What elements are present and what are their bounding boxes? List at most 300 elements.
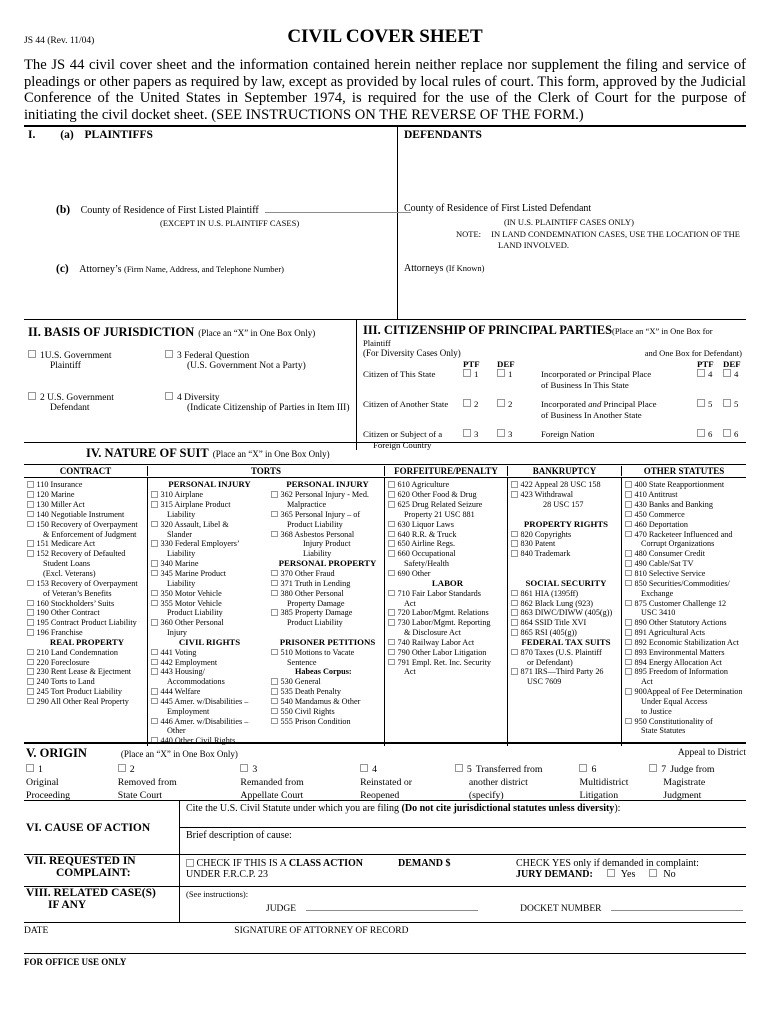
suit-checkbox[interactable] bbox=[271, 688, 278, 695]
suit-checkbox[interactable] bbox=[625, 570, 632, 577]
checkbox-citizen-another-state-def[interactable] bbox=[497, 399, 505, 407]
in-us-note: (IN U.S. PLAINTIFF CASES ONLY) bbox=[504, 217, 634, 228]
suit-item-label: 410 Antitrust bbox=[634, 490, 678, 500]
suit-item-label: 625 Drug Related Seizure bbox=[397, 500, 483, 510]
suit-item-label: 110 Insurance bbox=[36, 480, 83, 490]
suit-checkbox[interactable] bbox=[511, 481, 518, 488]
suit-checkbox[interactable] bbox=[511, 619, 518, 626]
suit-checkbox[interactable] bbox=[625, 521, 632, 528]
suit-checkbox[interactable] bbox=[271, 708, 278, 715]
origin-option-label: Remanded from bbox=[240, 777, 304, 789]
checkbox-origin-5[interactable] bbox=[455, 764, 463, 772]
suit-item bbox=[511, 658, 621, 668]
suit-checkbox[interactable] bbox=[271, 570, 278, 577]
suit-item-label: 862 Black Lung (923) bbox=[520, 598, 594, 608]
option-number: 3 bbox=[177, 351, 182, 362]
citizenship-hint-2: and One Box for Defendant) bbox=[644, 348, 742, 359]
checkbox-jury-yes[interactable] bbox=[607, 869, 615, 877]
citizenship-subtitle: (For Diversity Cases Only) bbox=[363, 348, 461, 359]
suit-item-label: PERSONAL INJURY bbox=[168, 479, 251, 490]
suit-checkbox[interactable] bbox=[27, 511, 34, 518]
suit-checkbox[interactable] bbox=[625, 659, 632, 666]
suit-checkbox[interactable] bbox=[625, 619, 632, 626]
basis-of-jurisdiction bbox=[24, 320, 357, 450]
suit-item-label: Liability bbox=[303, 549, 332, 559]
suit-item-label: 370 Other Fraud bbox=[280, 568, 335, 578]
suit-checkbox[interactable] bbox=[151, 590, 158, 597]
attorneys-plaintiff-hint: (Firm Name, Address, and Telephone Number) bbox=[123, 264, 284, 275]
suit-item-label: 368 Asbestos Personal bbox=[280, 529, 355, 539]
suit-checkbox[interactable] bbox=[511, 600, 518, 607]
section-nature-of-suit bbox=[24, 442, 746, 746]
suit-checkbox[interactable] bbox=[151, 540, 158, 547]
suit-checkbox[interactable] bbox=[271, 590, 278, 597]
box-number: 3 bbox=[508, 429, 513, 440]
suit-item bbox=[271, 707, 384, 717]
suit-checkbox[interactable] bbox=[625, 511, 632, 518]
form-header bbox=[24, 0, 746, 123]
suit-checkbox[interactable] bbox=[27, 491, 34, 498]
suit-checkbox[interactable] bbox=[151, 501, 158, 508]
suit-item-label: 385 Property Damage bbox=[280, 608, 353, 618]
suit-item bbox=[27, 500, 147, 510]
suit-group-header bbox=[151, 638, 268, 648]
suit-checkbox[interactable] bbox=[625, 668, 632, 675]
suit-checkbox[interactable] bbox=[388, 550, 395, 557]
suit-checkbox[interactable] bbox=[27, 649, 34, 656]
label-a: (a) bbox=[60, 129, 74, 142]
suit-item-label: 640 R.R. & Truck bbox=[397, 529, 457, 539]
checkbox-citizen-this-state-def[interactable] bbox=[497, 369, 505, 377]
suit-item-label: 630 Liquor Laws bbox=[397, 519, 454, 529]
box-number: 5 bbox=[734, 399, 739, 410]
suit-checkbox[interactable] bbox=[388, 491, 395, 498]
suit-item-label: Liability bbox=[167, 578, 196, 588]
checkbox-origin-3[interactable] bbox=[240, 764, 248, 772]
suit-group-header bbox=[388, 579, 507, 589]
suit-item bbox=[625, 677, 746, 687]
suit-checkbox[interactable] bbox=[271, 649, 278, 656]
judge-input-line[interactable] bbox=[306, 902, 478, 911]
suit-item-label: 120 Marine bbox=[36, 490, 75, 500]
suit-item bbox=[388, 559, 507, 569]
suit-item-label: PERSONAL INJURY bbox=[286, 479, 369, 490]
note-line1: IN LAND CONDEMNATION CASES, USE THE LOCATION OF THE bbox=[491, 229, 740, 240]
suit-item bbox=[151, 707, 268, 717]
suit-checkbox[interactable] bbox=[388, 639, 395, 646]
suit-item-label: 950 Constitutionality of bbox=[634, 716, 713, 726]
suit-item bbox=[625, 726, 746, 736]
suit-checkbox[interactable] bbox=[27, 619, 34, 626]
suit-checkbox[interactable] bbox=[151, 649, 158, 656]
suit-item bbox=[151, 510, 268, 520]
torts-column-a bbox=[148, 478, 268, 746]
suit-item-label: & Enforcement of Judgment bbox=[43, 529, 137, 539]
jurisdiction-option-2 bbox=[28, 392, 165, 413]
suit-item-label: 893 Environmental Matters bbox=[634, 647, 725, 657]
checkbox-origin-2[interactable] bbox=[118, 764, 126, 772]
checkbox-origin-1[interactable] bbox=[26, 764, 34, 772]
suit-checkbox[interactable] bbox=[27, 659, 34, 666]
suit-checkbox[interactable] bbox=[151, 698, 158, 705]
suit-checkbox[interactable] bbox=[388, 501, 395, 508]
suit-item-label: 550 Civil Rights bbox=[280, 706, 335, 716]
column-header-torts: TORTS bbox=[148, 466, 385, 476]
suit-checkbox[interactable] bbox=[151, 668, 158, 675]
suit-group-header bbox=[511, 520, 621, 530]
jury-demand-label: JURY DEMAND: bbox=[516, 869, 593, 881]
suit-checkbox[interactable] bbox=[388, 609, 395, 616]
suit-item bbox=[27, 677, 147, 687]
suit-checkbox[interactable] bbox=[27, 481, 34, 488]
suit-checkbox[interactable] bbox=[625, 639, 632, 646]
suit-checkbox[interactable] bbox=[151, 619, 158, 626]
suit-checkbox[interactable] bbox=[151, 560, 158, 567]
section-jurisdiction-citizenship bbox=[24, 319, 746, 450]
brief-description-field[interactable] bbox=[180, 828, 746, 841]
suit-item-label: 490 Cable/Sat TV bbox=[634, 559, 694, 569]
nature-of-suit-hint: (Place an “X” in One Box Only) bbox=[212, 449, 330, 460]
suit-item bbox=[151, 539, 268, 549]
suit-group-header bbox=[511, 579, 621, 589]
suit-checkbox[interactable] bbox=[511, 491, 518, 498]
suit-item-label: 330 Federal Employers’ bbox=[160, 539, 240, 549]
checkbox-foreign-citizen-def[interactable] bbox=[497, 429, 505, 437]
checkbox-foreign-nation-def[interactable] bbox=[723, 429, 731, 437]
suit-item bbox=[388, 549, 507, 559]
def-header: DEF bbox=[497, 359, 515, 370]
suit-checkbox[interactable] bbox=[27, 629, 34, 636]
suit-item bbox=[271, 539, 384, 549]
suit-checkbox[interactable] bbox=[27, 668, 34, 675]
bankruptcy-column bbox=[508, 478, 622, 746]
suit-item bbox=[388, 539, 507, 549]
suit-item bbox=[625, 608, 746, 618]
suit-item bbox=[271, 520, 384, 530]
class-action-label: CHECK IF THIS IS A bbox=[196, 858, 289, 870]
suit-item-label: Sentence bbox=[287, 657, 317, 667]
suit-item bbox=[625, 510, 746, 520]
suit-item-label: 290 All Other Real Property bbox=[36, 696, 129, 706]
suit-item-label: Slander bbox=[167, 529, 193, 539]
suit-item-label: 510 Motions to Vacate bbox=[280, 647, 355, 657]
origin-option-3: 3 Remanded from Appellate Court bbox=[240, 763, 360, 802]
suit-item-label: 153 Recovery of Overpayment bbox=[36, 578, 138, 588]
suit-item bbox=[388, 510, 507, 520]
checkbox-incorporated-this-state-def[interactable] bbox=[723, 369, 731, 377]
suit-item-label: & Disclosure Act bbox=[404, 628, 461, 638]
suit-item-label: 195 Contract Product Liability bbox=[36, 618, 137, 628]
suit-checkbox[interactable] bbox=[625, 560, 632, 567]
suit-checkbox[interactable] bbox=[388, 531, 395, 538]
jurisdiction-option-4 bbox=[165, 392, 356, 413]
suit-checkbox[interactable] bbox=[388, 521, 395, 528]
suit-item bbox=[388, 589, 507, 599]
ptf-header: PTF bbox=[463, 359, 480, 370]
check-yes-note: CHECK YES only if demanded in complaint: bbox=[516, 858, 699, 870]
suit-item bbox=[625, 520, 746, 530]
suit-checkbox[interactable] bbox=[388, 481, 395, 488]
suit-item bbox=[388, 490, 507, 500]
suit-item bbox=[625, 707, 746, 717]
suit-checkbox[interactable] bbox=[151, 521, 158, 528]
suit-checkbox[interactable] bbox=[511, 668, 518, 675]
suit-item-label: 861 HIA (1395ff) bbox=[520, 588, 579, 598]
suit-item bbox=[511, 599, 621, 609]
checkbox-incorporated-another-state-def[interactable] bbox=[723, 399, 731, 407]
suit-item-label: 890 Other Statutory Actions bbox=[634, 618, 727, 628]
suit-item bbox=[625, 559, 746, 569]
suit-item-label: 870 Taxes (U.S. Plaintiff bbox=[520, 647, 602, 657]
suit-checkbox[interactable] bbox=[27, 501, 34, 508]
suit-item-label: 310 Airplane bbox=[160, 490, 204, 500]
suit-item-label: 130 Miller Act bbox=[36, 500, 85, 510]
cite-statute-field[interactable] bbox=[180, 801, 746, 828]
def-header: DEF bbox=[723, 359, 741, 370]
suit-checkbox[interactable] bbox=[388, 649, 395, 656]
jurisdiction-option-3 bbox=[165, 350, 356, 371]
suit-item-label: 160 Stockholders’ Suits bbox=[36, 598, 115, 608]
suit-checkbox[interactable] bbox=[388, 570, 395, 577]
suit-item bbox=[511, 618, 621, 628]
suit-checkbox[interactable] bbox=[151, 688, 158, 695]
cite-label-bold: (Do not cite jurisdictional statutes unless diversity bbox=[401, 803, 615, 815]
checkbox-origin-6[interactable] bbox=[579, 764, 587, 772]
suit-checkbox[interactable] bbox=[271, 698, 278, 705]
suit-checkbox[interactable] bbox=[511, 540, 518, 547]
checkbox-origin-7[interactable] bbox=[649, 764, 657, 772]
jurisdiction-option-1 bbox=[28, 350, 165, 371]
suit-item bbox=[625, 717, 746, 727]
suit-checkbox[interactable] bbox=[511, 531, 518, 538]
option-sublabel: (Indicate Citizenship of Parties in Item III) bbox=[187, 403, 350, 414]
suit-checkbox[interactable] bbox=[271, 678, 278, 685]
suit-item-label: 864 SSID Title XVI bbox=[520, 618, 587, 628]
suit-item-label: 865 RSI (405(g)) bbox=[520, 628, 577, 638]
section-parties bbox=[24, 125, 746, 319]
citizenship-of-principal-parties bbox=[357, 320, 746, 450]
origin-option-6: 6 Multidistrict Litigation bbox=[579, 763, 649, 802]
suit-item-label: 540 Mandamus & Other bbox=[280, 696, 361, 706]
under-frcp-label: UNDER F.R.C.P. 23 bbox=[186, 869, 268, 881]
suit-checkbox[interactable] bbox=[27, 609, 34, 616]
suit-checkbox[interactable] bbox=[625, 629, 632, 636]
suit-item bbox=[511, 608, 621, 618]
suit-column-headers bbox=[24, 465, 746, 478]
suit-checkbox[interactable] bbox=[271, 531, 278, 538]
suit-item-label: 720 Labor/Mgmt. Relations bbox=[397, 608, 489, 618]
suit-item-label: Property 21 USC 881 bbox=[404, 509, 475, 519]
suit-item-label: Product Liability bbox=[287, 618, 343, 628]
suit-item-label: 610 Agriculture bbox=[397, 480, 450, 490]
box-number: 6 bbox=[708, 429, 713, 440]
suit-checkbox[interactable] bbox=[27, 580, 34, 587]
suit-item-label: 530 General bbox=[280, 677, 321, 687]
suit-item-label: 340 Marine bbox=[160, 559, 199, 569]
suit-item-label: 210 Land Condemnation bbox=[36, 647, 118, 657]
suit-checkbox[interactable] bbox=[151, 600, 158, 607]
checkbox-citizen-this-state-ptf[interactable] bbox=[463, 369, 471, 377]
suit-item-label: USC 3410 bbox=[641, 608, 676, 618]
suit-item bbox=[27, 697, 147, 707]
suit-item-label: 440 Other Civil Rights bbox=[160, 736, 236, 746]
suit-checkbox[interactable] bbox=[625, 491, 632, 498]
suit-checkbox[interactable] bbox=[625, 580, 632, 587]
suit-checkbox[interactable] bbox=[271, 491, 278, 498]
for-office-use-only: FOR OFFICE USE ONLY bbox=[24, 953, 746, 967]
section-requested-in-complaint bbox=[24, 854, 746, 886]
suit-item-label: REAL PROPERTY bbox=[49, 636, 125, 647]
suit-checkbox[interactable] bbox=[388, 590, 395, 597]
suit-checkbox[interactable] bbox=[511, 629, 518, 636]
suit-checkbox[interactable] bbox=[27, 540, 34, 547]
checkbox-foreign-citizen-ptf[interactable] bbox=[463, 429, 471, 437]
suit-group-header bbox=[271, 559, 384, 569]
suit-group-header bbox=[271, 638, 384, 648]
citizenship-title: III. CITIZENSHIP OF PRINCIPAL PARTIES bbox=[363, 323, 613, 338]
suit-checkbox[interactable] bbox=[27, 550, 34, 557]
defendants-cell[interactable] bbox=[398, 127, 746, 319]
suit-item bbox=[625, 579, 746, 589]
box-number: 3 bbox=[474, 429, 479, 440]
related-title-line1: VIII. RELATED CASE(S) bbox=[26, 887, 156, 900]
suit-checkbox[interactable] bbox=[625, 550, 632, 557]
suit-checkbox[interactable] bbox=[625, 501, 632, 508]
suit-item bbox=[151, 608, 268, 618]
county-plaintiff-input-line[interactable] bbox=[265, 204, 411, 213]
suit-checkbox[interactable] bbox=[625, 531, 632, 538]
suit-checkbox[interactable] bbox=[625, 688, 632, 695]
checkbox-origin-4[interactable] bbox=[360, 764, 368, 772]
checkbox-federal-question[interactable] bbox=[165, 350, 173, 358]
suit-item bbox=[625, 539, 746, 549]
suit-checkbox[interactable] bbox=[511, 649, 518, 656]
suit-item-label: 355 Motor Vehicle bbox=[160, 598, 222, 608]
suit-item bbox=[625, 500, 746, 510]
checkbox-diversity[interactable] bbox=[165, 392, 173, 400]
origin-hint: (Place an “X” in One Box Only) bbox=[120, 749, 238, 760]
suit-item-label: Employment bbox=[167, 706, 210, 716]
suit-checkbox[interactable] bbox=[388, 619, 395, 626]
requested-title-line2: COMPLAINT: bbox=[56, 867, 131, 880]
page-title: CIVIL COVER SHEET bbox=[287, 26, 483, 47]
suit-checkbox[interactable] bbox=[271, 511, 278, 518]
suit-checkbox[interactable] bbox=[625, 718, 632, 725]
suit-item-label: CIVIL RIGHTS bbox=[178, 636, 241, 647]
suit-checkbox[interactable] bbox=[151, 570, 158, 577]
suit-checkbox[interactable] bbox=[625, 481, 632, 488]
checkbox-us-gov-defendant[interactable] bbox=[28, 392, 36, 400]
suit-item-label: Accommodations bbox=[167, 677, 225, 687]
suit-item-label: Malpractice bbox=[287, 500, 327, 510]
suit-item-label: 710 Fair Labor Standards bbox=[397, 588, 481, 598]
box-number: 4 bbox=[708, 369, 713, 380]
suit-item bbox=[27, 569, 147, 579]
column-header-other-statutes: OTHER STATUTES bbox=[643, 466, 725, 477]
suit-item-label: 871 IRS—Third Party 26 bbox=[520, 667, 604, 677]
suit-item bbox=[151, 618, 268, 628]
checkbox-jury-no[interactable] bbox=[649, 869, 657, 877]
suit-item bbox=[625, 589, 746, 599]
plaintiffs-cell[interactable] bbox=[24, 127, 398, 319]
option-number: 4 bbox=[177, 393, 182, 404]
origin-option-7: 7 Judge from Magistrate Judgment bbox=[649, 763, 746, 802]
suit-checkbox[interactable] bbox=[27, 688, 34, 695]
suit-checkbox[interactable] bbox=[625, 649, 632, 656]
suit-checkbox[interactable] bbox=[511, 590, 518, 597]
checkbox-foreign-nation-ptf[interactable] bbox=[697, 429, 705, 437]
row-label: Foreign Nation bbox=[541, 429, 595, 440]
suit-item-label: 895 Freedom of Information bbox=[634, 667, 728, 677]
suit-checkbox[interactable] bbox=[625, 600, 632, 607]
origin-option-label: Reinstated or bbox=[360, 777, 413, 789]
suit-item bbox=[271, 569, 384, 579]
suit-checkbox[interactable] bbox=[511, 609, 518, 616]
suit-item-label: 863 DIWC/DIWW (405(g)) bbox=[520, 608, 613, 618]
suit-checkbox[interactable] bbox=[271, 609, 278, 616]
suit-item-label: 620 Other Food & Drug bbox=[397, 490, 477, 500]
box-number: 1 bbox=[508, 369, 513, 380]
suit-item-label: 444 Welfare bbox=[160, 687, 201, 697]
suit-item bbox=[271, 687, 384, 697]
checkbox-incorporated-another-state-ptf[interactable] bbox=[697, 399, 705, 407]
suit-item bbox=[151, 687, 268, 697]
suit-checkbox[interactable] bbox=[27, 698, 34, 705]
suit-checkbox[interactable] bbox=[151, 718, 158, 725]
suit-item-label: 445 Amer. w/Disabilities – bbox=[160, 696, 249, 706]
checkbox-citizen-another-state-ptf[interactable] bbox=[463, 399, 471, 407]
checkbox-class-action[interactable] bbox=[186, 859, 194, 867]
suit-checkbox[interactable] bbox=[27, 678, 34, 685]
suit-group-header bbox=[27, 638, 147, 648]
suit-item-label: 446 Amer. w/Disabilities – bbox=[160, 716, 249, 726]
suit-checkbox[interactable] bbox=[388, 540, 395, 547]
suit-item-label: 320 Assault, Libel & bbox=[160, 519, 229, 529]
row-label: Citizen of Another State bbox=[363, 399, 449, 410]
suit-checkbox[interactable] bbox=[271, 718, 278, 725]
origin-option-label: Multidistrict bbox=[579, 777, 629, 789]
suit-item-label: USC 7609 bbox=[527, 677, 562, 687]
suit-checkbox[interactable] bbox=[388, 659, 395, 666]
suit-item bbox=[625, 618, 746, 628]
county-plaintiff-label: County of Residence of First Listed Plaintiff bbox=[80, 205, 259, 217]
suit-checkbox[interactable] bbox=[271, 580, 278, 587]
suit-item-label: Act bbox=[641, 677, 653, 687]
suit-item-label: 151 Medicare Act bbox=[36, 539, 96, 549]
suit-item bbox=[625, 490, 746, 500]
suit-item-label: 450 Commerce bbox=[634, 509, 685, 519]
suit-checkbox[interactable] bbox=[511, 550, 518, 557]
jurisdiction-hint: (Place an “X” in One Box Only) bbox=[198, 328, 316, 339]
suit-group-header bbox=[151, 480, 268, 490]
suit-checkbox[interactable] bbox=[151, 491, 158, 498]
suit-item-label: Safety/Health bbox=[404, 559, 450, 569]
docket-number-input-line[interactable] bbox=[611, 902, 743, 911]
suit-item-label: 900Appeal of Fee Determination bbox=[634, 687, 743, 697]
county-defendant-label: County of Residence of First Listed Defendant bbox=[404, 203, 592, 215]
suit-item bbox=[625, 628, 746, 638]
suit-checkbox[interactable] bbox=[27, 521, 34, 528]
suit-item-label: 423 Withdrawal bbox=[520, 490, 573, 500]
suit-item bbox=[151, 717, 268, 727]
suit-item bbox=[388, 667, 507, 677]
suit-checkbox[interactable] bbox=[27, 600, 34, 607]
suit-item bbox=[625, 599, 746, 609]
suit-checkbox[interactable] bbox=[151, 659, 158, 666]
checkbox-us-gov-plaintiff[interactable] bbox=[28, 350, 36, 358]
box-number: 1 bbox=[474, 369, 479, 380]
checkbox-incorporated-this-state-ptf[interactable] bbox=[697, 369, 705, 377]
